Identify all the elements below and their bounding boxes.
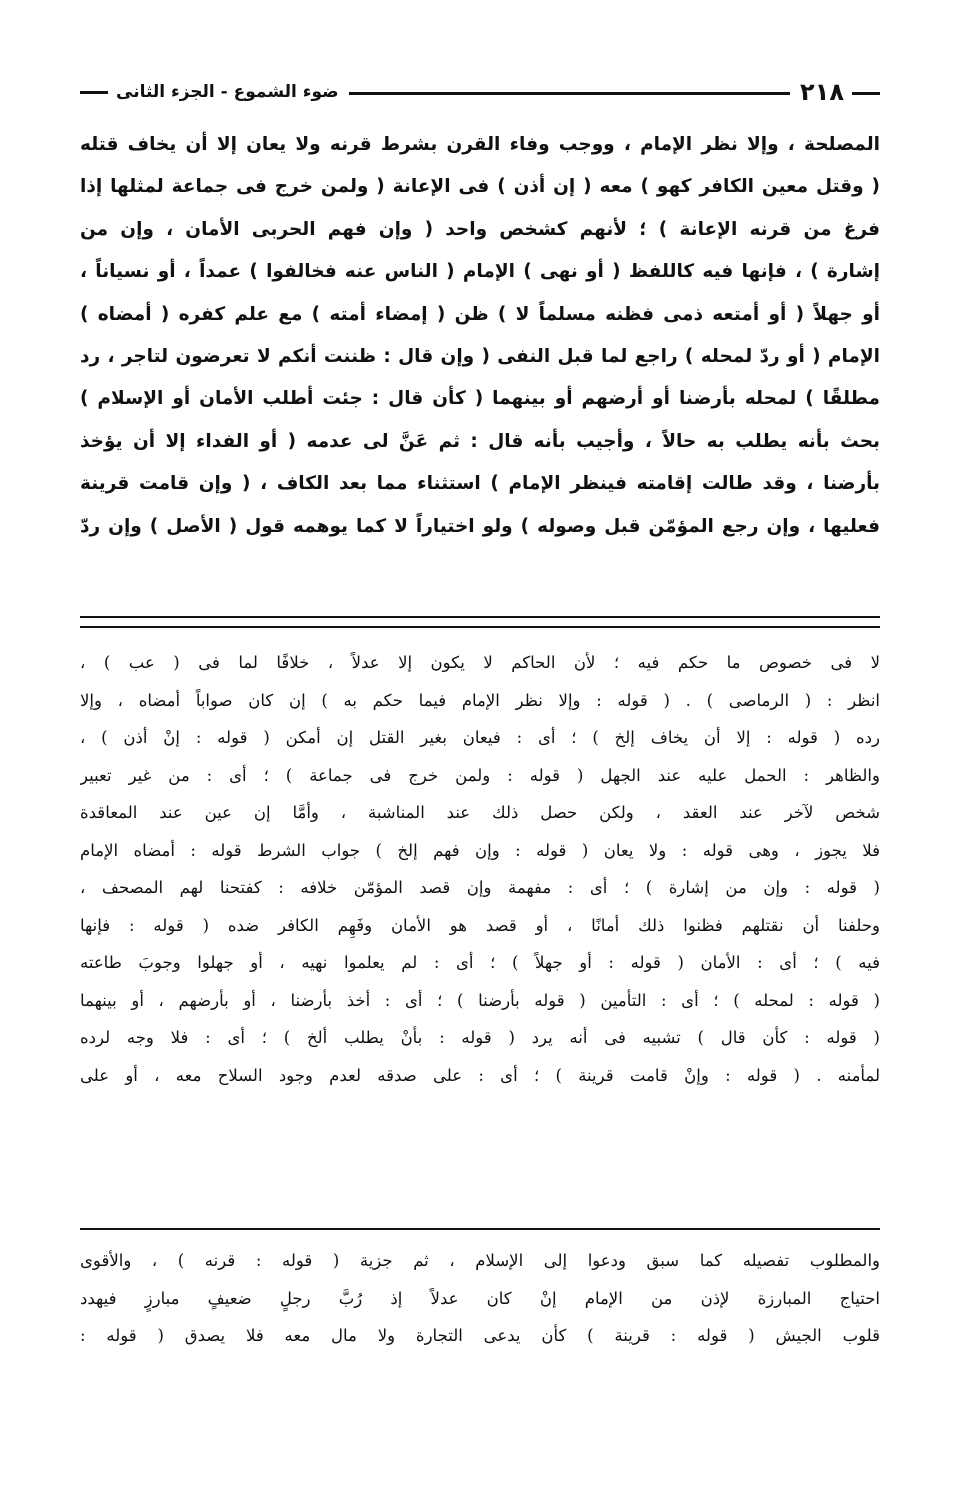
main-text-line: ( وقتل معين الكافر كهو ) معه ( إن أذن ) فى الإعانة ( ولمن خرج فى جماعة لمثلها إذا [80, 176, 880, 198]
section-double-rule [80, 616, 880, 628]
commentary-line: ( قوله : لمحله ) ؛ أى : التأمين ( قوله بأرضنا ) ؛ أى : أخذ بأرضنا ، أو بأرضهم ، أو بينهما [80, 990, 880, 1010]
commentary-line: لمأمنه . ( قوله : وإنْ قامت قرينة ) ؛ أى : على صدقه لعدم وجود السلاح معه ، أو على [80, 1065, 880, 1085]
main-text-line: بحث بأنه يطلب به حالاً ، وأجيب بأنه قال : ثم عَنَّ لى عدمه ( أو الفداء إلا أن يؤخذ [80, 430, 880, 452]
commentary-text [80, 644, 880, 1094]
main-text-line: بأرضنا ، وقد طالت إقامته فينظر الإمام ) استثناء مما بعد الكاف ، ( وإن قامت قرينة [80, 473, 880, 495]
commentary-line: ( قوله : كأن قال ) تشبيه فى أنه يرد ( قوله : بأنْ يطلب ألخ ) ؛ أى : فلا وجه لرده [80, 1028, 880, 1047]
page-number: ٢١٨ [790, 74, 880, 110]
main-text-line: المصلحة ، وإلا نظر الإمام ، ووجب وفاء القرن بشرط قرنه ولا يعان إلا أن يخاف قتله [80, 134, 880, 155]
commentary-line: فيه ) ؛ أى : الأمان ( قوله : أو جهلاً ) ؛ أى : لم يعلموا نهيه ، أو جهلوا وجوبَ طاعته [80, 953, 880, 972]
footnote-text [80, 1242, 880, 1355]
main-text-line: فعليها ، وإن رجع المؤمّن قبل وصوله ) ولو اختياراً لا كما يوهمه قول ( الأصل ) وإن ردّ [80, 515, 880, 537]
commentary-line: والظاهر : الحمل عليه عند الجهل ( قوله : ولمن خرج فى جماعة ) ؛ أى : من غير تعبير [80, 765, 880, 785]
commentary-line: لا فى خصوص ما حكم فيه ؛ لأن الحاكم لا يكون إلا عدلاً ، خلافًا لما فى ( عب ) ، [80, 653, 880, 672]
footnote-line: قلوب الجيش ( قوله : قرينة ) كأن يدعى التجارة ولا مال معه فلا يصدق ( قوله : [80, 1326, 880, 1345]
commentary-line: وحلفنا أن نقتلهم فظنوا ذلك أمانًا ، أو قصد هو الأمان وفَهِم الكافر ضده ( قوله : فإنها [80, 915, 880, 935]
footnote-line: والمطلوب تفصيله كما سبق ودعوا إلى الإسلام ، ثم جزية ( قوله : قرنه ) ، والأقوى [80, 1251, 880, 1270]
main-text-line: أو جهلاً ( أو أمتعه ذمى فظنه مسلماً لا ) ظن ( إمضاء أمته ) مع علم كفره ( أمضاه ) [80, 303, 880, 325]
running-title: ضوء الشموع - الجزء الثانى [80, 76, 349, 108]
commentary-line: فلا يجوز ، وهى قوله : ولا يعان ( قوله : وإن فهم إلخ ) جواب الشرط قوله : أمضاه الإمام [80, 840, 880, 860]
main-text-line: فرغ من قرنه الإعانة ) ؛ لأنهم كشخص واحد ( وإن فهم الحربى الأمان ، وإن من [80, 218, 880, 240]
section-single-rule [80, 1228, 880, 1230]
main-text-line: إشارة ) ، فإنها فيه كاللفظ ( أو نهى ) الإمام ( الناس عنه فخالفوا ) عمداً ، أو نسياناً ، [80, 261, 880, 283]
main-text-line: الإمام ( أو ردّ لمحله ) راجع لما قبل النفى ( وإن قال : ظننت أنكم لا تعرضون لتاجر ، رد [80, 345, 880, 367]
commentary-line: شخص لآخر عند العقد ، ولكن حصل ذلك عند المناشبة ، وأمَّا إن عين عند المعاقدة [80, 803, 880, 822]
main-text [80, 124, 880, 548]
main-text-line: مطلقًا ) لمحله بأرضنا أو أرضهم أو بينهما ( كأن قال : جئت أطلب الأمان أو الإسلام ) [80, 388, 880, 410]
commentary-line: ( قوله : وإن من إشارة ) ؛ أى : مفهمة وإن قصد المؤمّن خلافه : كفتحنا لهم المصحف ، [80, 878, 880, 897]
commentary-line: رده ( قوله : إلا أن يخاف إلخ ) ؛ أى : فيعان بغير القتل إن أمكن ( قوله : إنْ أذن ) ، [80, 728, 880, 747]
running-header [80, 70, 880, 110]
book-page [80, 70, 880, 1430]
footnote-line: احتياج المبارزة لإذن من الإمام إنْ كان عدلاً إذ رُبَّ رجلٍ ضعيفٍ مبارزٍ فيهدد [80, 1288, 880, 1308]
commentary-line: انظر : ( الرماصى ) . ( قوله : وإلا نظر الإمام فيما حكم به ) إن كان صواباً أمضاه ، وإلا [80, 690, 880, 710]
